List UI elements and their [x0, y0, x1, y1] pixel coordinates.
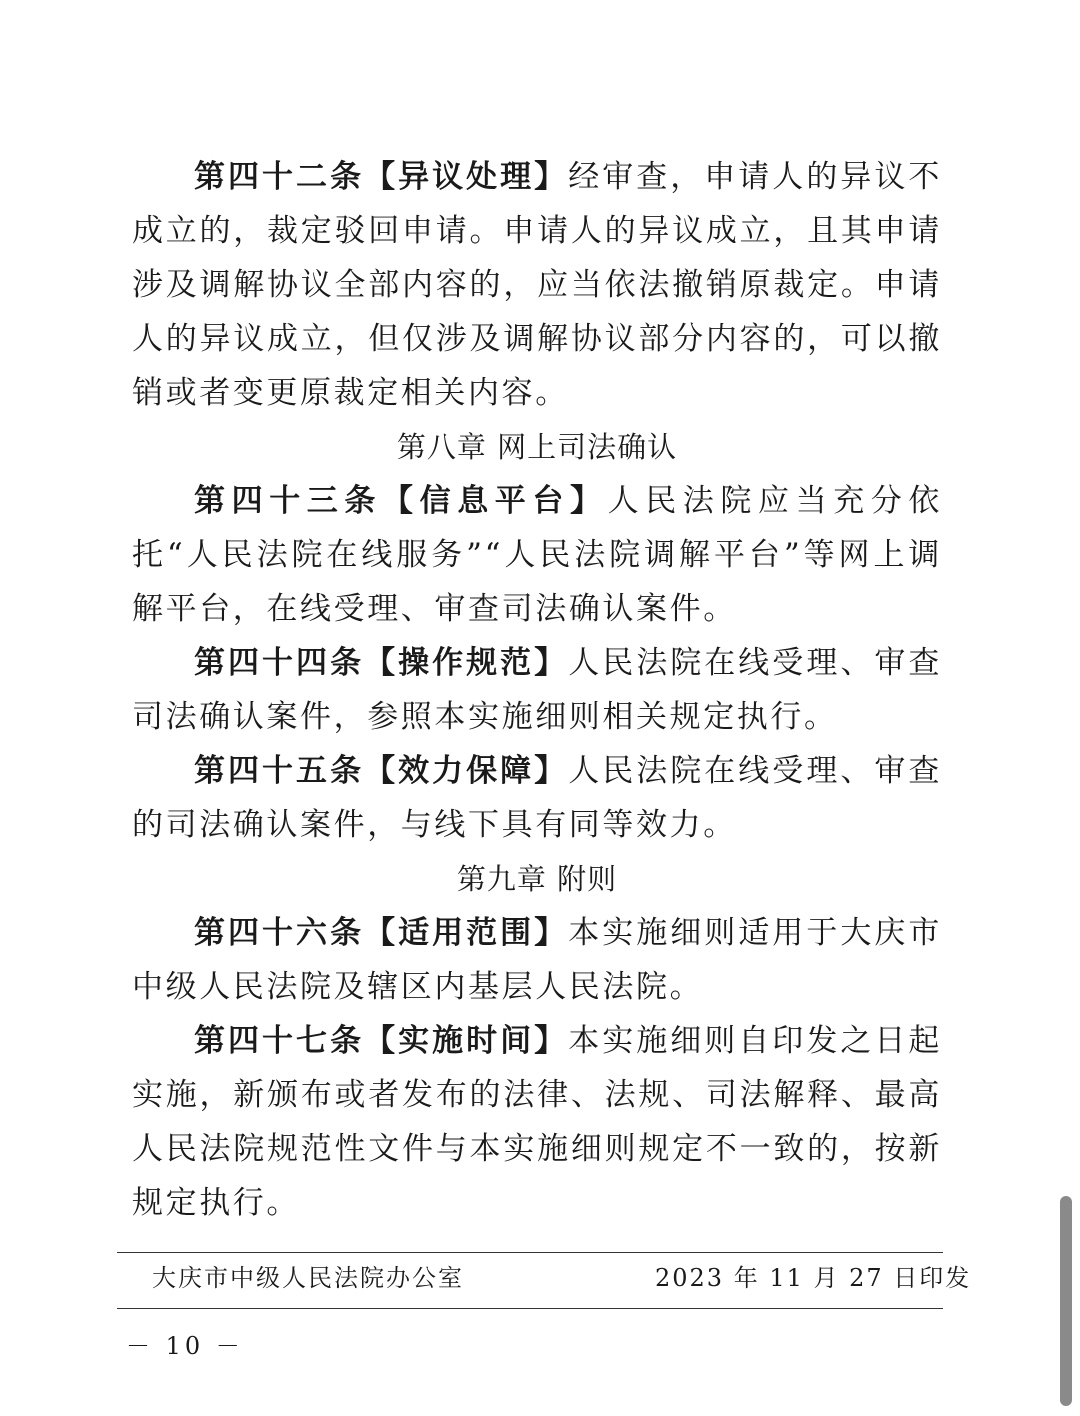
article-44 [132, 636, 942, 744]
footer-top-rule [117, 1252, 943, 1253]
article-43-text: 人民法院应当充分依托“人民法院在线服务”“人民法院调解平台”等网上调解平台，在线受理、审查司法确认案件。 [132, 483, 942, 627]
article-45 [132, 744, 942, 852]
article-45-heading: 第四十五条【效力保障】 [194, 753, 569, 789]
article-44-text: 人民法院在线受理、审查司法确认案件，参照本实施细则相关规定执行。 [132, 645, 942, 735]
article-42 [132, 150, 942, 420]
document-body [132, 150, 942, 1230]
article-47 [132, 1014, 942, 1230]
page-number: － 10 － [126, 1332, 244, 1360]
article-42-heading: 第四十二条【异议处理】 [194, 159, 569, 195]
chapter-8-title: 第八章 网上司法确认 [396, 430, 678, 464]
issue-date: 2023 年 11 月 27 日印发 [655, 1264, 972, 1292]
chapter-9-title: 第九章 附则 [456, 862, 618, 896]
article-43 [132, 474, 942, 636]
article-47-heading: 第四十七条【实施时间】 [194, 1023, 569, 1059]
article-47-text: 本实施细则自印发之日起实施，新颁布或者发布的法律、法规、司法解释、最高人民法院规范性文件与本实施细则规定不一致的，按新规定执行。 [132, 1023, 942, 1221]
article-46-text: 本实施细则适用于大庆市中级人民法院及辖区内基层人民法院。 [132, 915, 942, 1005]
article-42-text: 经审查，申请人的异议不成立的，裁定驳回申请。申请人的异议成立，且其申请涉及调解协议全部内容的，应当依法撤销原裁定。申请人的异议成立，但仅涉及调解协议部分内容的，可以撤销或者变更原裁定相关内容。 [132, 159, 942, 411]
issuer-name: 大庆市中级人民法院办公室 [152, 1264, 464, 1292]
article-44-heading: 第四十四条【操作规范】 [194, 645, 569, 681]
footer-bottom-rule [117, 1308, 943, 1309]
article-46 [132, 906, 942, 1014]
scrollbar-thumb[interactable] [1060, 1196, 1072, 1406]
article-45-text: 人民法院在线受理、审查的司法确认案件，与线下具有同等效力。 [132, 753, 942, 843]
article-43-heading: 第四十三条【信息平台】 [194, 483, 608, 519]
article-46-heading: 第四十六条【适用范围】 [194, 915, 569, 951]
